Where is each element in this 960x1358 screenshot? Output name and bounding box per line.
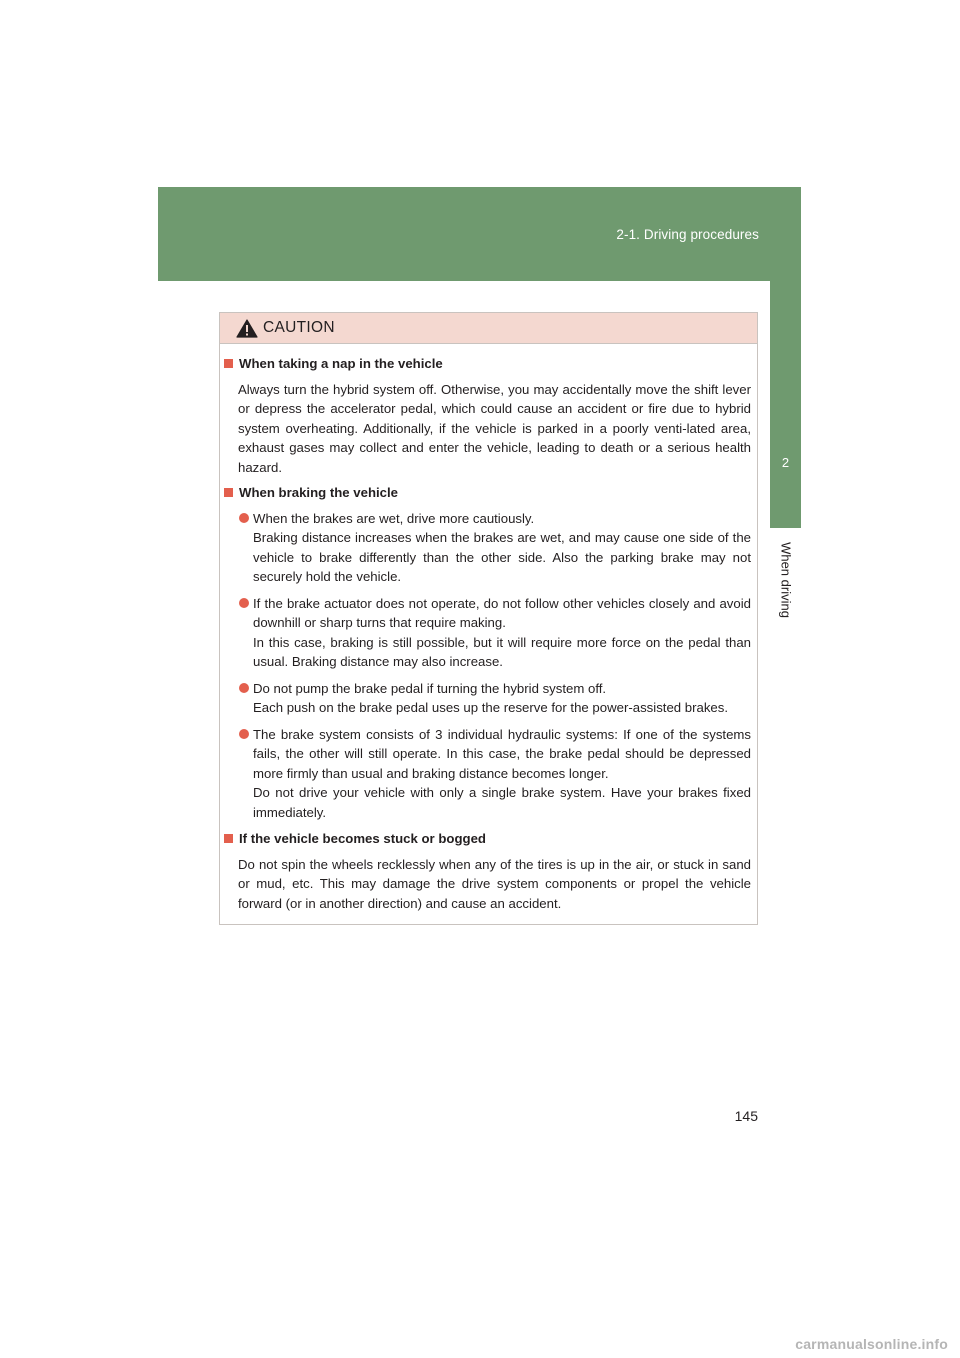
bullet-line: When the brakes are wet, drive more cautiously. [253, 510, 535, 526]
bullet-item [238, 594, 751, 672]
bullet-text [253, 679, 751, 718]
bullet-line: Braking distance increases when the brakes are wet, and may cause one side of the vehicle to brake differently than the other side. Also the parking brake may not securely hold the vehicle. [253, 530, 751, 584]
caution-body [220, 344, 757, 913]
bullet-text [253, 725, 751, 823]
section-heading-text: When taking a nap in the vehicle [239, 356, 443, 371]
bullet-line: If the brake actuator does not operate, do not follow other vehicles closely and avoid downhill or sharp turns that require making. [253, 595, 751, 630]
bullet-line: Do not drive your vehicle with only a single brake system. Have your brakes fixed immediately. [253, 785, 751, 820]
square-bullet-icon [224, 834, 233, 843]
round-bullet-icon [239, 513, 249, 523]
page-number: 145 [734, 1108, 758, 1124]
caution-section [220, 354, 751, 477]
section-heading-text: If the vehicle becomes stuck or bogged [239, 831, 486, 846]
chapter-label-wrap [770, 540, 801, 640]
bullet-line: The brake system consists of 3 individual hydraulic systems: If one of the systems fails, the other will still operate. In this case, the brake pedal should be depressed more firmly than usual and braking distance becomes longer. [253, 726, 751, 781]
round-bullet-icon [239, 729, 249, 739]
round-bullet-icon [239, 683, 249, 693]
bullet-line: Do not pump the brake pedal if turning the hybrid system off. [253, 680, 607, 696]
square-bullet-icon [224, 488, 233, 497]
section-heading-text: When braking the vehicle [239, 485, 399, 500]
caution-section [220, 829, 751, 913]
caution-section [220, 483, 751, 822]
caution-header [220, 313, 757, 344]
warning-triangle-icon [236, 319, 258, 338]
bullet-item [238, 509, 751, 587]
section-paragraph: Do not spin the wheels recklessly when any of the tires is up in the air, or stuck in sand or mud, etc. This may damage the drive system components or propel the vehicle forward (or in another direction) and cause an accident. [238, 856, 751, 911]
caution-title: CAUTION [263, 319, 335, 336]
section-heading [220, 354, 751, 374]
chapter-label: When driving [778, 542, 793, 618]
header-band [158, 187, 801, 281]
watermark: carmanualsonline.info [795, 1336, 948, 1352]
section-heading [220, 829, 751, 849]
section-heading [220, 483, 751, 503]
square-bullet-icon [224, 359, 233, 368]
round-bullet-icon [239, 598, 249, 608]
caution-box [219, 312, 758, 925]
chapter-number: 2 [781, 455, 790, 470]
section-paragraph: Always turn the hybrid system off. Otherwise, you may accidentally move the shift lever or depress the accelerator pedal, which could cause an accident or fire due to hybrid system overheating. Additionally, if the vehicle is parked in a poorly venti-lated area, exhaust gases may collect and enter the vehicle, leading to death or a serious health hazard. [238, 381, 751, 475]
chapter-tab [770, 281, 801, 528]
section-title: 2-1. Driving procedures [616, 227, 759, 242]
bullet-item [238, 725, 751, 823]
bullet-text [253, 594, 751, 672]
bullet-item [238, 679, 751, 718]
bullet-line: In this case, braking is still possible, but it will require more force on the pedal than usual. Braking distance may also increase. [253, 634, 751, 669]
bullet-text [253, 509, 751, 587]
bullet-line: Each push on the brake pedal uses up the reserve for the power-assisted brakes. [253, 700, 729, 715]
